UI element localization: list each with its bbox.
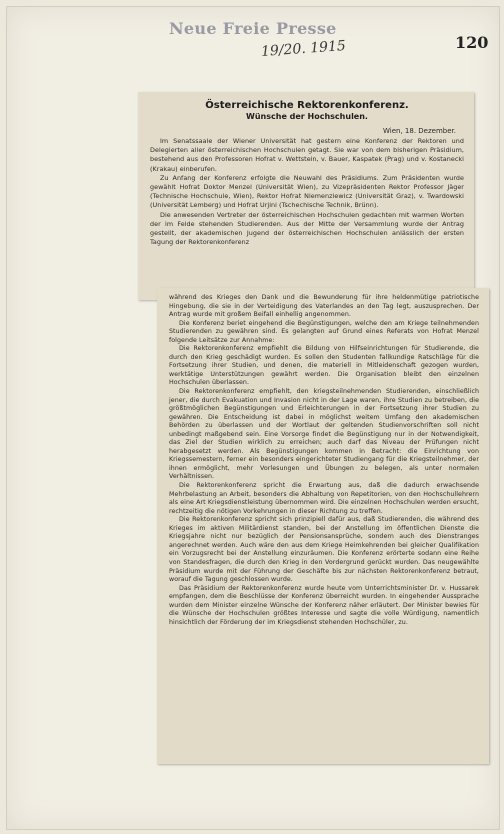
page-number: 120 xyxy=(455,33,489,52)
article-paragraph: Die Rektorenkonferenz spricht sich prinzipiell dafür aus, daß Studierenden, die während des Krieges im aktiven Militärdienst standen, bei der Anstellung im öffentlichen Dienste die Kriegsjahre nicht nur bezüglich der Pensionsansprüche, sondern auch des Dienstranges angerechnet werden. Auch wäre den aus dem Kriege Heimkehrenden bei gleicher Qualifikation ein Vorzugsrecht bei der Anstellung einzuräumen. Die Konferenz erörterte sodann eine Reihe von Standesfragen, die durch den Krieg in den Vordergrund gerückt wurden. Das neugewählte Präsidium wurde mit der Führung der Geschäfte bis zur nächsten Rektorenkonferenz betraut, worauf die Tagung geschlossen wurde. xyxy=(169,516,479,584)
article-paragraph: Das Präsidium der Rektorenkonferenz wurde heute vom Unterrichtsminister Dr. v. Hussarek empfangen, dem die Beschlüsse der Konferenz überreicht wurden. In eingehender Aussprache wurden dem Minister einzelne Wünsche der Konferenz näher erläutert. Der Minister bewies für die Wünsche der Hochschulen größtes Interesse und sagte die volle Würdigung, namentlich hinsichtlich der Förderung der im Kriegsdienst stehenden Hochschüler, zu. xyxy=(169,584,479,626)
article-paragraph: Die anwesenden Vertreter der österreichischen Hochschulen gedachten mit warmen Worten der im Felde stehenden Studierenden. Aus der Mitte der Versammlung wurde der Antrag gestellt, der akademischen Jugend der österreichischen Hochschulen anlässlich der ersten Tagung der Rektorenkonferenz xyxy=(150,210,464,247)
clipping-bottom xyxy=(157,288,489,764)
article-paragraph: Die Rektorenkonferenz spricht die Erwartung aus, daß die dadurch erwachsende Mehrbelastung an Arbeit, besonders die Abhaltung von Repetitorien, von den Hochschullehrern als eine Art Kriegsdienstleistung übernommen wird. Die einzelnen Hochschulen werden ersucht, rechtzeitig die nötigen Vorkehrungen in dieser Richtung zu treffen. xyxy=(169,482,479,515)
article-paragraph: während des Krieges den Dank und die Bewunderung für ihre heldenmütige patriotische Hingebung, die sie in der Verteidigung des Vaterlandes an den Tag legt, auszusprechen. Der Antrag wurde mit großem Beifall einhellig angenommen. xyxy=(169,294,479,319)
article-headline: Österreichische Rektorenkonferenz. xyxy=(205,100,409,111)
article-paragraph: Die Rektorenkonferenz empfiehlt, den kriegsteilnehmenden Studierenden, einschließlich jener, die durch Evakuation und Invasion nicht in der Lage waren, ihre Studien zu betreiben, die größtmöglichen Begünstigungen und Erleichterungen in der Fortsetzung ihrer Studien zu gewähren. Die Entscheidung ist dabei in möglichst weitem Umfang den akademischen Behörden zu überlassen und der Wortlaut der geltenden Studienvorschriften soll nicht unbedingt maßgebend sein. Eine Vorsorge findet die Begünstigung nur in der Notwendigkeit, das Ziel der Studien wirklich zu erreichen; auch darf das Niveau der Prüfungen nicht herabgesetzt werden. Als Begünstigungen kommen in Betracht: die Einrichtung von Kriegssemestern, ferner ein besonders eingerichteter Studiengang für die Kriegsteilnehmer, der ihnen ermöglicht, mehr Vorlesungen und Übungen zu belegen, als unter normalen Verhältnissen. xyxy=(169,388,479,481)
article-subheadline: Wünsche der Hochschulen. xyxy=(246,112,368,121)
article-paragraph: Im Senatssaale der Wiener Universität hat gestern eine Konferenz der Rektoren und Delegierten aller österreichischen Hochschulen getagt. Sie war von dem bisherigen Präsidium, bestehend aus den Professoren Hofrat v. Wettstein, v. Bauer, Kaspatek (Prag) und v. Kostanecki (Krakau) einberufen. xyxy=(150,137,464,173)
newspaper-stamp: Neue Freie Presse xyxy=(169,19,337,38)
article-paragraph: Die Konferenz beriet eingehend die Begünstigungen, welche den am Kriege teilnehmenden Studierenden zu gewähren sind. Es gelangten auf Grund eines Referats von Hofrat Menzel folgende Leitsätze zur Annahme: xyxy=(169,319,479,344)
clipping-top xyxy=(138,92,474,300)
article-dateline: Wien, 18. Dezember. xyxy=(383,127,456,135)
article-paragraph: Zu Anfang der Konferenz erfolgte die Neuwahl des Präsidiums. Zum Präsidenten wurde gewählt Hofrat Doktor Menzel (Universität Wien), zu Vizepräsidenten Rektor Professor Jäger (Technische Hochschule, Wien), Rektor Hofrat Niemenziewicz (Universität Graz), v. Twardowski (Universität Lemberg) und Hofrat Urjini (Tschechische Technik, Brünn). xyxy=(150,173,464,210)
article-paragraph: Die Rektorenkonferenz empfiehlt die Bildung von Hilfseinrichtungen für Studierende, die durch den Krieg geschädigt wurden. Es sollen den Studenten fallkundige Ratschläge für die Fortsetzung ihrer Studien, und denen, die materiell in Mitleidenschaft gezogen wurden, werktätige Unterstützungen gewährt werden. Die Organisation bleibt den einzelnen Hochschulen überlassen. xyxy=(169,345,479,387)
handwritten-date: 19/20. 1915 xyxy=(260,38,347,60)
